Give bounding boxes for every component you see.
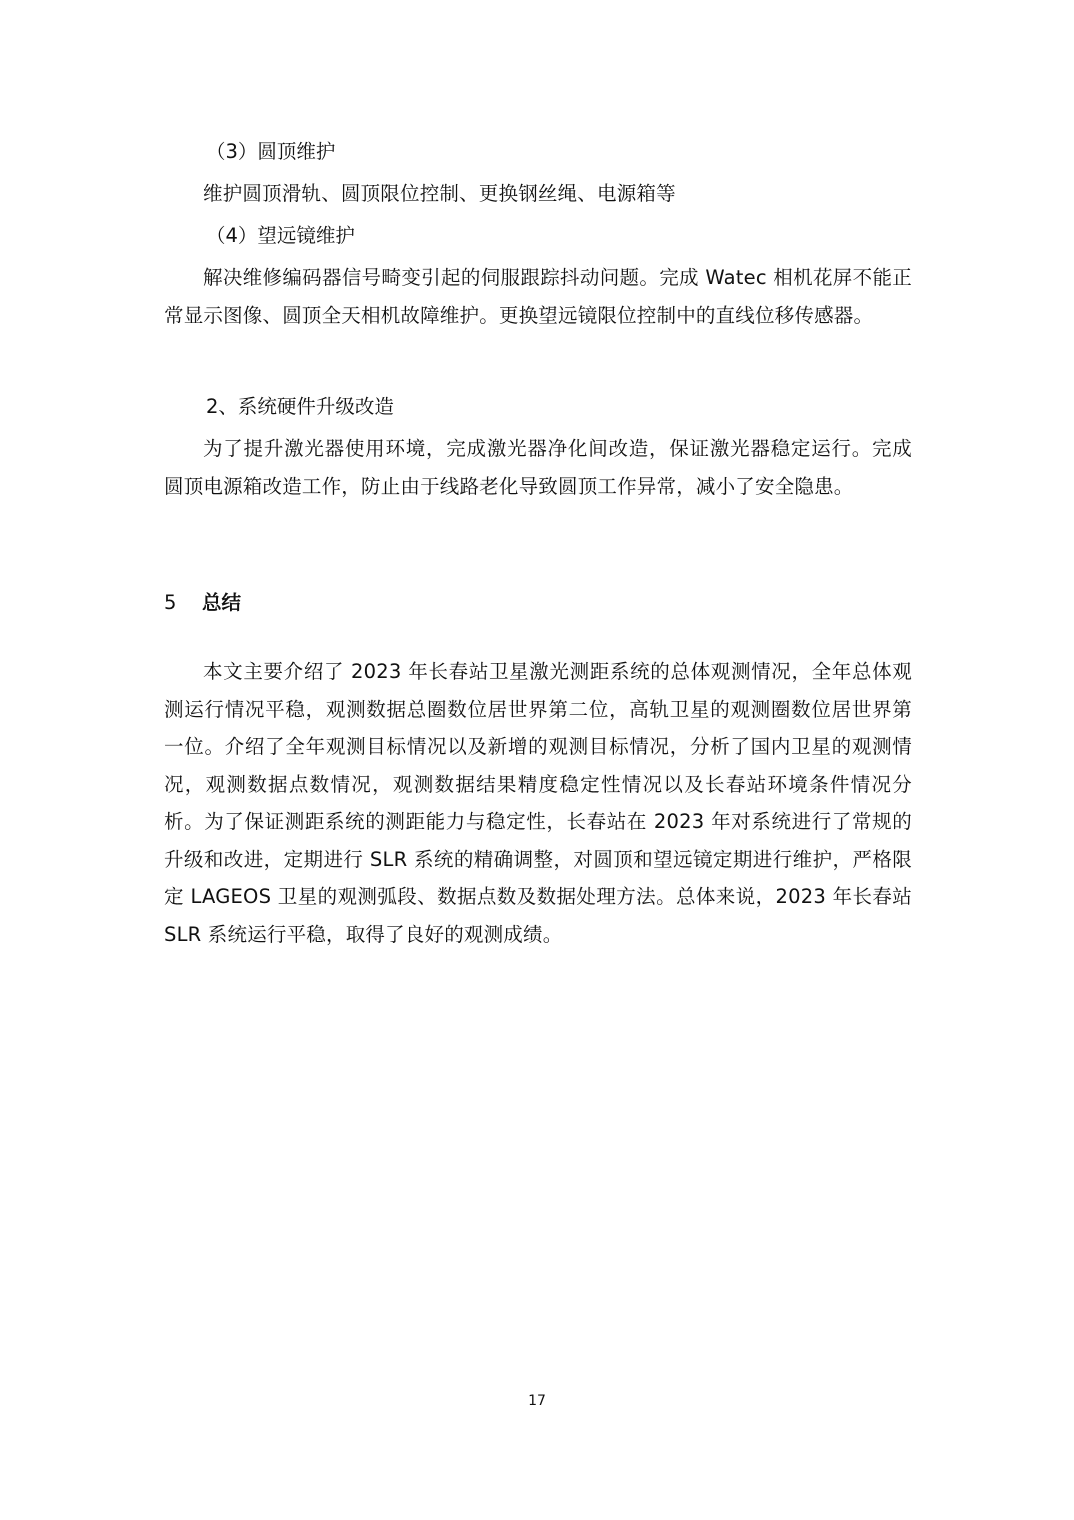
paragraph-telescope-maintenance: 解决维修编码器信号畸变引起的伺服跟踪抖动问题。完成 Watec 相机花屏不能正常显示图像、圆顶全天相机故障维护。更换望远镜限位控制中的直线位移传感器。 [164,266,912,327]
paragraph-hardware-upgrade: 为了提升激光器使用环境，完成激光器净化间改造，保证激光器稳定运行。完成圆顶电源箱改造工作，防止由于线路老化导致圆顶工作异常，减小了安全隐患。 [164,437,912,498]
paragraph-dome-maintenance: 维护圆顶滑轨、圆顶限位控制、更换钢丝绳、电源箱等 [203,182,676,205]
section-number: 5 [164,591,177,614]
section-title: 总结 [202,591,242,614]
subsection-heading-telescope-maintenance: （4）望远镜维护 [206,224,355,247]
section-heading-summary [164,584,241,622]
subsection-heading-hardware-upgrade: 2、系统硬件升级改造 [206,395,394,418]
page-number: 17 [528,1393,546,1409]
paragraph-summary: 本文主要介绍了 2023 年长春站卫星激光测距系统的总体观测情况，全年总体观测运行情况平稳，观测数据总圈数位居世界第二位，高轨卫星的观测圈数位居世界第一位。介绍了全年观测目标情况以及新增的观测目标情况，分析了国内卫星的观测情况，观测数据点数情况，观测数据结果精度稳定性情况以及长春站环境条件情况分析。为了保证测距系统的测距能力与稳定性，长春站在 2023 年对系统进行了常规的升级和改进，定期进行 SLR 系统的精确调整，对圆顶和望远镜定期进行维护，严格限定 LAGEOS 卫星的观测弧段、数据点数及数据处理方法。总体来说，2023 年长春站 SLR 系统运行平稳，取得了良好的观测成绩。 [164,660,912,946]
subsection-heading-dome-maintenance: （3）圆顶维护 [206,140,336,163]
